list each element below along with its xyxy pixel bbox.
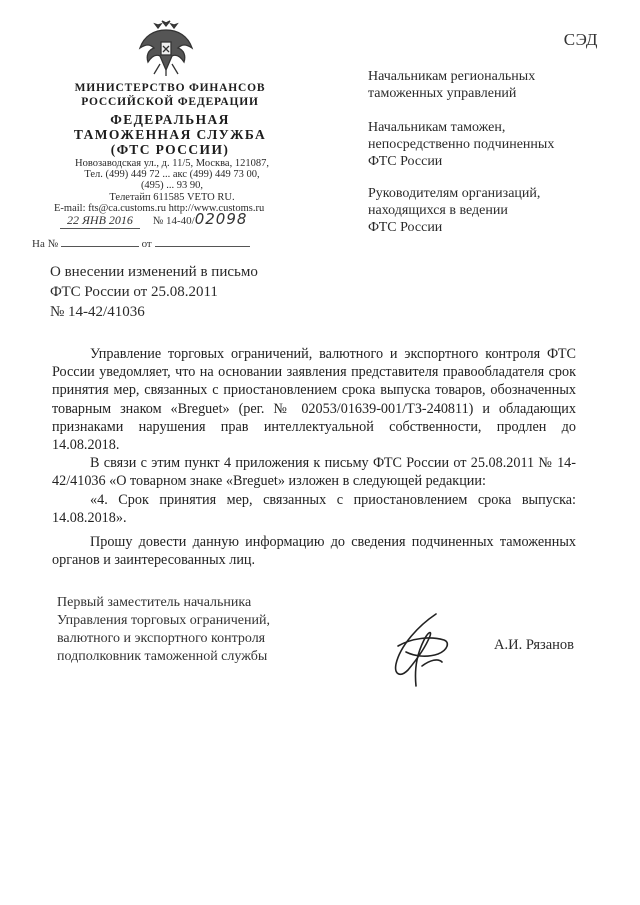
signer-position bbox=[57, 594, 270, 666]
contact-details bbox=[52, 158, 292, 214]
ministry-name bbox=[60, 81, 280, 109]
signer-line: валютного и экспортного контроля bbox=[57, 631, 266, 646]
recipient-line: Начальникам таможен, bbox=[368, 120, 506, 135]
registration-date: 22 ЯНВ 2016 bbox=[60, 213, 140, 229]
body-paragraph: «4. Срок принятия мер, связанных с приостановлением срока выпуска: 14.08.2018». bbox=[52, 491, 576, 526]
subject-line: О внесении изменений в письмо bbox=[50, 264, 258, 280]
service-name bbox=[60, 112, 280, 157]
na-line bbox=[61, 236, 139, 247]
registration-row bbox=[60, 210, 247, 229]
ot-label: от bbox=[141, 238, 152, 250]
registration-number-prefix: № 14-40/ bbox=[152, 215, 195, 227]
ministry-line: МИНИСТЕРСТВО ФИНАНСОВ bbox=[74, 82, 266, 94]
recipient-line: ФТС России bbox=[368, 220, 443, 235]
letter-subject bbox=[50, 262, 258, 322]
recipient-line: таможенных управлений bbox=[368, 86, 517, 101]
signer-line: подполковник таможенной службы bbox=[57, 649, 268, 664]
contact-line: Телетайп 611585 VETO RU. bbox=[109, 191, 235, 203]
contact-line: Тел. (499) 449 72 ... акс (499) 449 73 00, bbox=[84, 169, 260, 181]
body-paragraph: Прошу довести данную информацию до сведения подчиненных таможенных органов и заинтересованных лиц. bbox=[52, 534, 576, 569]
service-line: ТАМОЖЕННАЯ СЛУЖБА bbox=[73, 127, 267, 142]
recipient-line: Начальникам региональных bbox=[368, 69, 536, 84]
ministry-line: РОССИЙСКОЙ ФЕДЕРАЦИИ bbox=[81, 96, 259, 108]
recipient-block bbox=[368, 68, 535, 102]
recipient-block bbox=[368, 119, 554, 170]
contact-line: E-mail: fts@ca.customs.ru http://www.customs.ru bbox=[54, 202, 265, 214]
contact-line: (495) ... 93 90, bbox=[140, 180, 204, 192]
sed-mark: СЭД bbox=[563, 30, 598, 49]
registration-number-handwritten: 02098 bbox=[194, 210, 248, 228]
subject-line: ФТС России от 25.08.2011 bbox=[50, 284, 218, 300]
recipient-line: ФТС России bbox=[368, 154, 443, 169]
recipient-block bbox=[368, 185, 540, 236]
coat-of-arms-emblem bbox=[136, 18, 196, 80]
recipient-line: Руководителям организаций, bbox=[368, 186, 541, 201]
signer-name: А.И. Рязанов bbox=[494, 637, 575, 653]
service-line: (ФТС РОССИИ) bbox=[110, 142, 230, 157]
recipient-line: находящихся в ведении bbox=[368, 203, 508, 218]
subject-line: № 14-42/41036 bbox=[50, 304, 145, 320]
signer-line: Первый заместитель начальника bbox=[57, 595, 252, 610]
body-paragraph: В связи с этим пункт 4 приложения к письму ФТС России от 25.08.2011 № 14-42/41036 «О товарном знаке «Breguet» изложен в следующей редакции: bbox=[52, 455, 576, 490]
service-line: ФЕДЕРАЛЬНАЯ bbox=[110, 112, 230, 127]
recipient-line: непосредственно подчиненных bbox=[368, 137, 555, 152]
signer-line: Управления торговых ограничений, bbox=[57, 613, 270, 628]
body-paragraph: Управление торговых ограничений, валютного и экспортного контроля ФТС России уведомляет, что на основании заявления представителя правообладателя срок принятия мер, связанных с приостановлением срока выпуска товаров, обозначенных товарным знаком «Breguet» (рег. № 02053/01639-001/ТЗ-240811) и обладающих признаками нарушения прав интеллектуальной собственности, продлен до 14.08.2018. bbox=[52, 346, 576, 454]
handwritten-signature bbox=[378, 606, 468, 696]
na-label: На № bbox=[32, 238, 59, 250]
contact-line: Новозаводская ул., д. 11/5, Москва, 121087, bbox=[75, 158, 269, 169]
reference-row bbox=[32, 236, 250, 250]
letter-body bbox=[52, 345, 576, 569]
ot-line bbox=[155, 236, 250, 247]
